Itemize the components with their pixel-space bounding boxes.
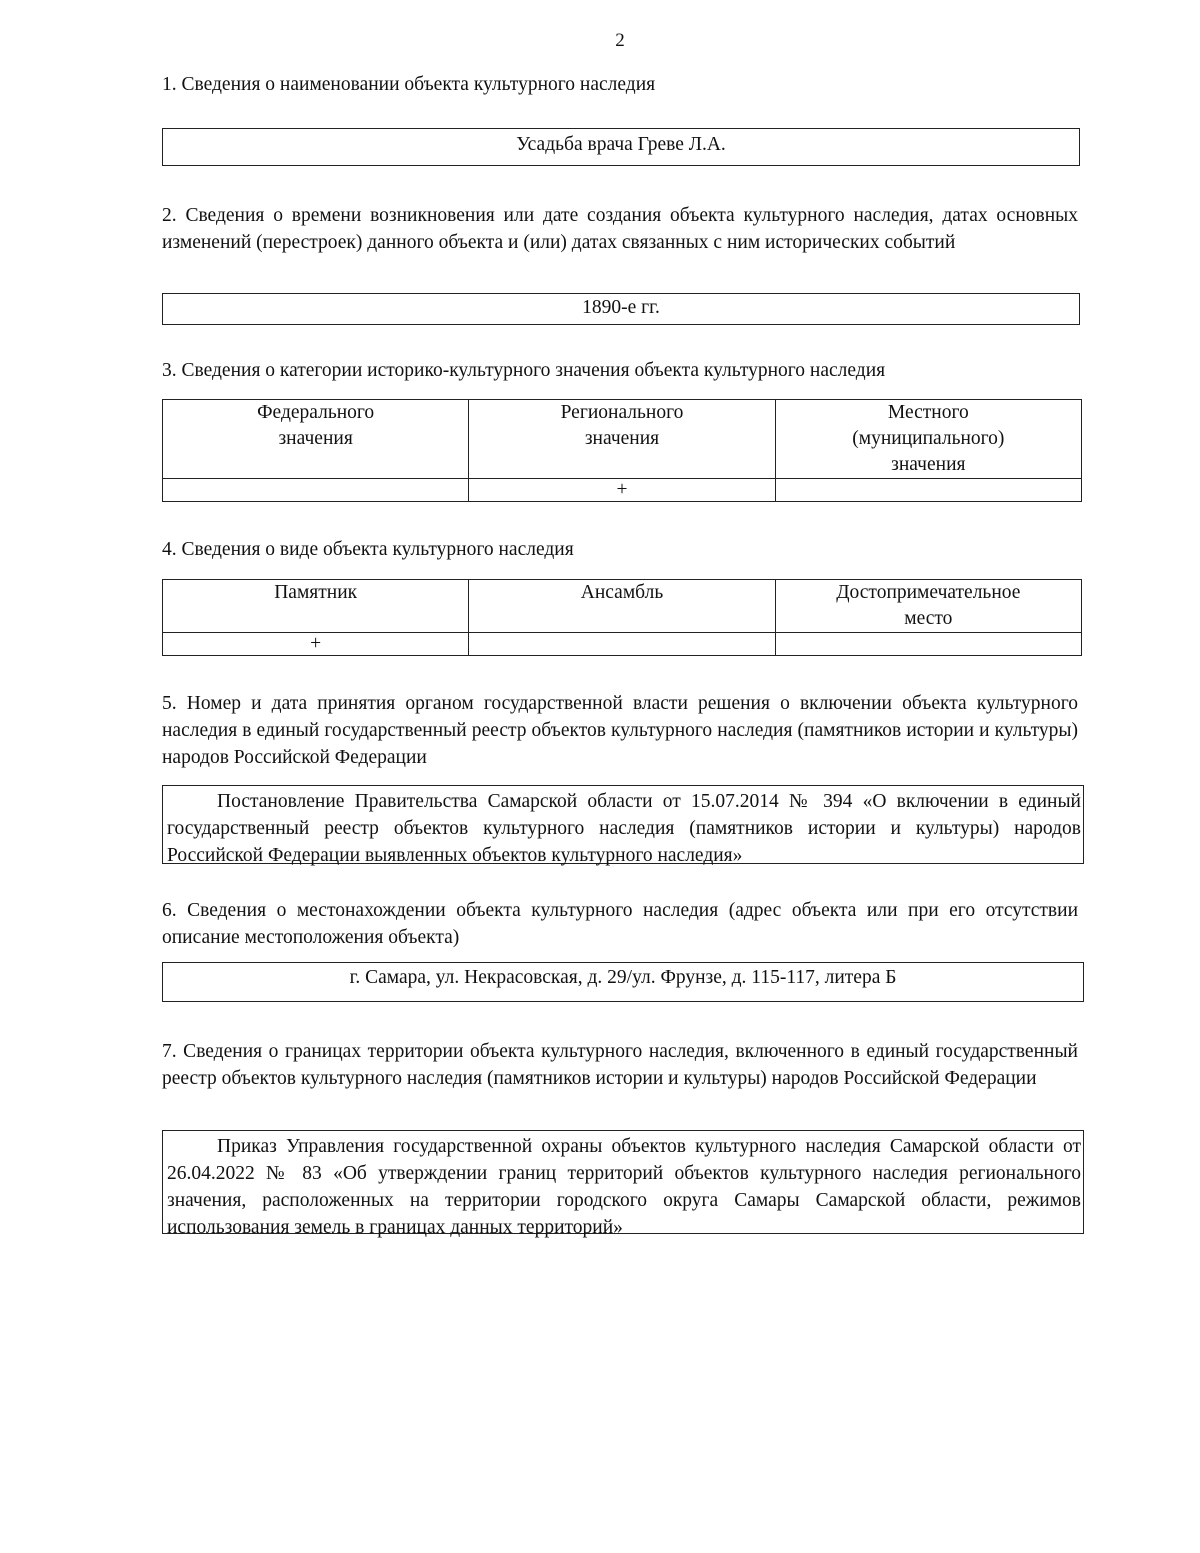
territory-boundaries-box <box>162 1130 1084 1238</box>
territory-boundaries-value: Приказ Управления государственной охраны объектов культурного наследия Самарской области от 26.04.2022 № 83 «Об утверждении границ территорий объектов культурного наследия регионального значения, расположенных на территории городского округа Самары Самарской области, режимов использования земель в границах данных территорий» <box>167 1136 1081 1238</box>
type-mark-row <box>163 633 1082 656</box>
creation-date-box <box>162 293 1080 325</box>
category-header-row <box>163 400 1082 479</box>
category-local-header: Местного (муниципального) значения <box>775 400 1081 479</box>
section-5-heading: 5. Номер и дата принятия органом государственной власти решения о включении объекта культурного наследия в единый государственный реестр объектов культурного наследия (памятников истории и культуры) народов Российской Федерации <box>162 693 1078 768</box>
creation-date-value: 1890-е гг. <box>582 297 660 318</box>
type-landmark-mark <box>775 633 1081 656</box>
type-table <box>162 579 1082 656</box>
category-regional-header: Регионального значения <box>469 400 775 479</box>
object-name-box <box>162 128 1080 166</box>
section-4-heading: 4. Сведения о виде объекта культурного наследия <box>162 539 574 560</box>
type-monument-mark: + <box>163 633 469 656</box>
location-box <box>162 962 1084 1002</box>
section-1-heading: 1. Сведения о наименовании объекта культурного наследия <box>162 74 656 95</box>
type-header-row <box>163 580 1082 633</box>
type-monument-header: Памятник <box>163 580 469 633</box>
category-federal-header: Федерального значения <box>163 400 469 479</box>
object-name-value: Усадьба врача Греве Л.А. <box>516 134 726 155</box>
type-ensemble-mark <box>469 633 775 656</box>
category-table <box>162 399 1082 502</box>
section-6-heading: 6. Сведения о местонахождении объекта культурного наследия (адрес объекта или при его отсутствии описание местоположения объекта) <box>162 900 1078 948</box>
category-mark-row <box>163 479 1082 502</box>
type-landmark-header: Достопримечательное место <box>775 580 1081 633</box>
category-federal-mark <box>163 479 469 502</box>
location-value: г. Самара, ул. Некрасовская, д. 29/ул. Фрунзе, д. 115-117, литера Б <box>349 967 897 988</box>
section-2-heading: 2. Сведения о времени возникновения или дате создания объекта культурного наследия, датах основных изменений (перестроек) данного объекта и (или) датах связанных с ним исторических событий <box>162 205 1078 253</box>
category-regional-mark: + <box>469 479 775 502</box>
section-3-heading: 3. Сведения о категории историко-культурного значения объекта культурного наследия <box>162 360 886 381</box>
section-7-heading: 7. Сведения о границах территории объекта культурного наследия, включенного в единый государственный реестр объектов культурного наследия (памятников истории и культуры) народов Российской Федерации <box>162 1041 1078 1089</box>
type-ensemble-header: Ансамбль <box>469 580 775 633</box>
category-local-mark <box>775 479 1081 502</box>
registry-decision-value: Постановление Правительства Самарской области от 15.07.2014 № 394 «О включении в единый государственный реестр объектов культурного наследия (памятников истории и культуры) народов Российской Федерации выявленных объектов культурного наследия» <box>167 791 1081 866</box>
page-number: 2 <box>615 30 625 51</box>
registry-decision-box <box>162 785 1084 864</box>
